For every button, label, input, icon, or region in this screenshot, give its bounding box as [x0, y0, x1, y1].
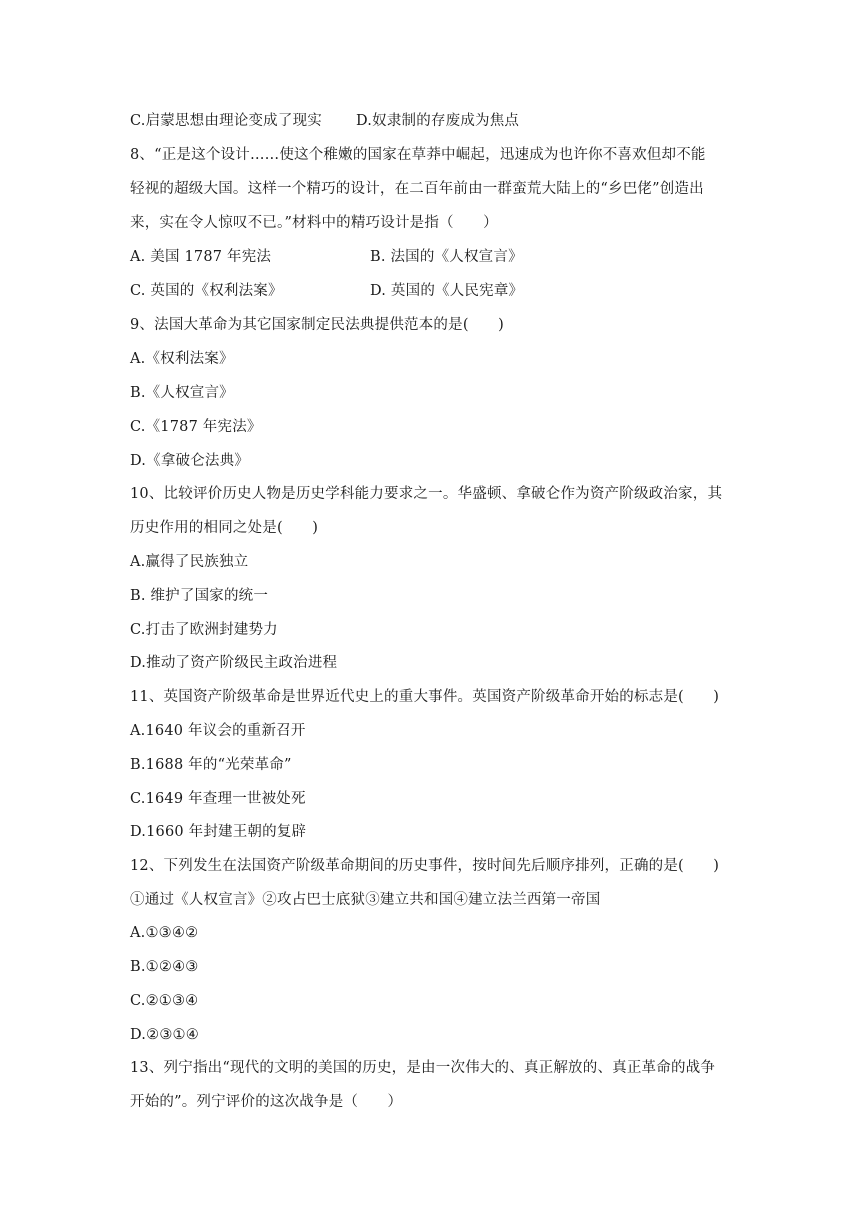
q8-stem-line-1: 8、“正是这个设计……使这个稚嫩的国家在草莽中崛起，迅速成为也许你不喜欢但却不能	[130, 147, 706, 163]
q8-stem-line-3: 来，实在令人惊叹不已。”材料中的精巧设计是指（ ）	[130, 215, 498, 231]
q9-option-d: D.《拿破仑法典》	[130, 453, 250, 469]
q13-stem-line-1: 13、列宁指出“现代的文明的美国的历史，是由一次伟大的、真正解放的、真正革命的战争	[130, 1060, 716, 1076]
q8-option-d: D. 英国的《人民宪章》	[370, 283, 524, 299]
q8-options-row-2	[130, 281, 524, 301]
q10-option-c: C.打击了欧洲封建势力	[130, 622, 278, 638]
q13-stem-line-2: 开始的”。列宁评价的这次战争是（ ）	[130, 1094, 403, 1110]
q9-stem: 9、法国大革命为其它国家制定民法典提供范本的是( )	[130, 317, 504, 333]
q10-option-a: A.赢得了民族独立	[130, 554, 249, 570]
prev-options-row	[130, 111, 520, 131]
q9-option-c: C.《1787 年宪法》	[130, 419, 262, 435]
q9-option-b: B.《人权宣言》	[130, 385, 234, 401]
q10-option-d: D.推动了资产阶级民主政治进程	[130, 655, 338, 671]
q8-option-b: B. 法国的《人权宣言》	[370, 249, 523, 265]
q12-events: ①通过《人权宣言》②攻占巴士底狱③建立共和国④建立法兰西第一帝国	[130, 892, 601, 908]
q9-option-a: A.《权利法案》	[130, 351, 234, 367]
q11-option-b: B.1688 年的“光荣革命”	[130, 757, 292, 773]
q10-stem-line-2: 历史作用的相同之处是( )	[130, 520, 319, 536]
q12-option-b: B.①②④③	[130, 959, 199, 975]
prev-option-d: D.奴隶制的存废成为焦点	[356, 113, 520, 129]
q12-option-c: C.②①③④	[130, 993, 199, 1009]
q12-option-a: A.①③④②	[130, 925, 199, 941]
q8-option-c: C. 英国的《权利法案》	[130, 283, 283, 299]
q11-option-c: C.1649 年查理一世被处死	[130, 791, 306, 807]
q8-stem-line-2: 轻视的超级大国。这样一个精巧的设计，在二百年前由一群蛮荒大陆上的“乡巴佬”创造出	[130, 181, 704, 197]
q12-stem: 12、下列发生在法国资产阶级革命期间的历史事件，按时间先后顺序排列，正确的是( )	[130, 858, 720, 874]
q10-stem-line-1: 10、比较评价历史人物是历史学科能力要求之一。华盛顿、拿破仑作为资产阶级政治家，其	[130, 486, 723, 502]
q8-option-a: A. 美国 1787 年宪法	[130, 249, 272, 265]
q12-option-d: D.②③①④	[130, 1027, 199, 1043]
q11-option-a: A.1640 年议会的重新召开	[130, 723, 306, 739]
q10-option-b: B. 维护了国家的统一	[130, 588, 269, 604]
q11-option-d: D.1660 年封建王朝的复辟	[130, 824, 307, 840]
q11-stem: 11、英国资产阶级革命是世界近代史上的重大事件。英国资产阶级革命开始的标志是( )	[130, 689, 720, 705]
q8-options-row-1	[130, 247, 523, 267]
prev-option-c: C.启蒙思想由理论变成了现实	[130, 113, 322, 129]
